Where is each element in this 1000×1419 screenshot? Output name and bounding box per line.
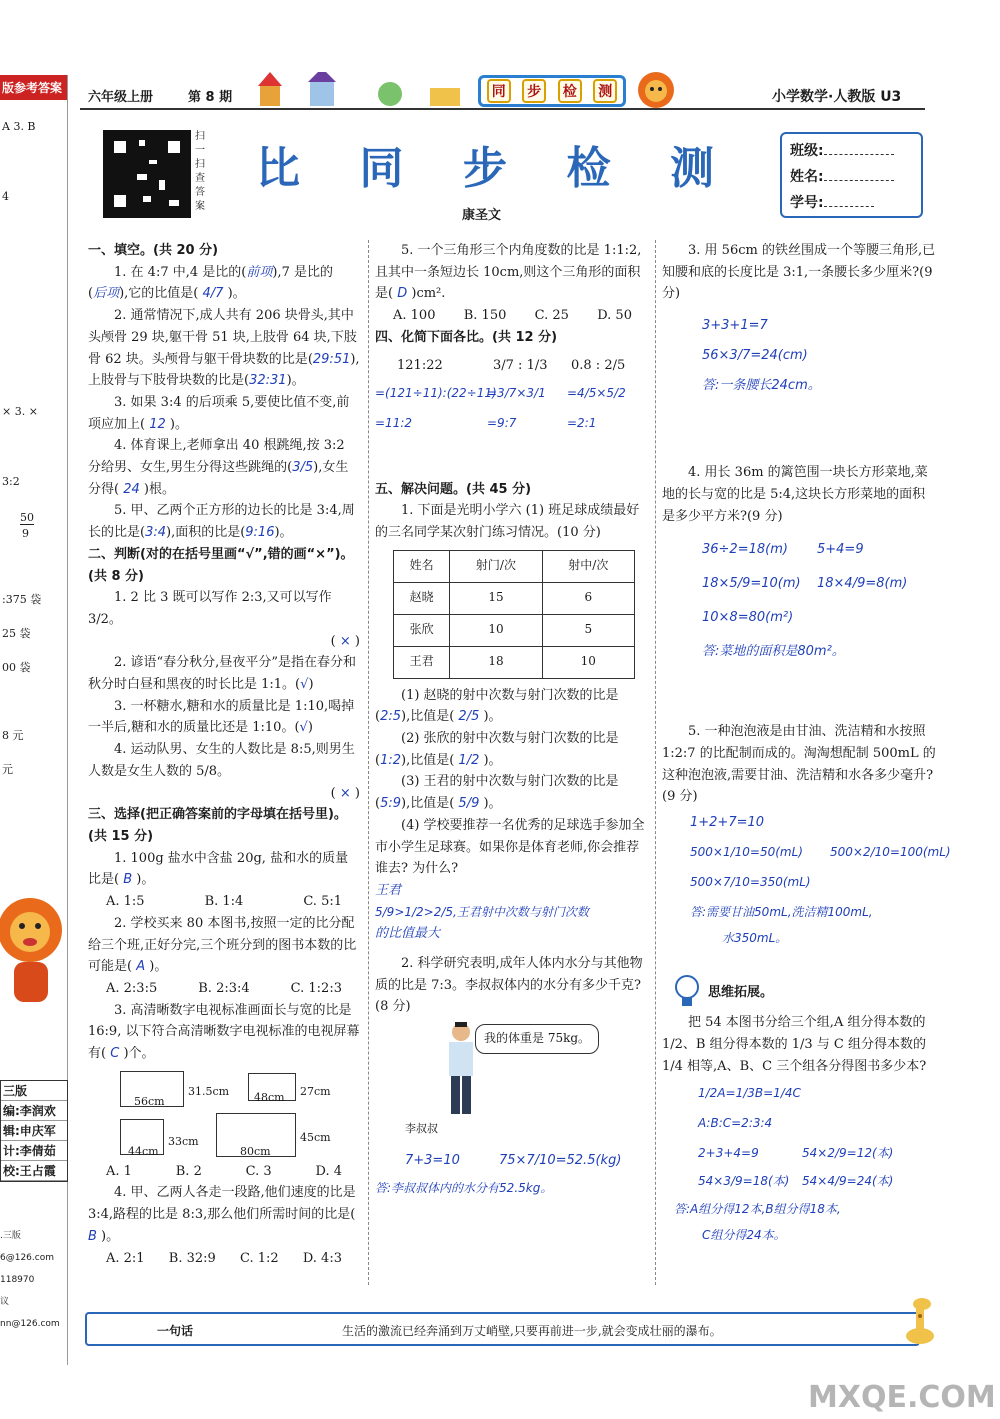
credit-line: 校:王占霞	[1, 1161, 67, 1181]
question: 3. 一杯糖水,糖和水的质量比是 1:10,喝掉一半后,糖和水的质量比还是 1:10。(√)	[88, 698, 355, 736]
issue-label: 第 8 期	[188, 90, 233, 105]
question: 3. 如果 3:4 的后项乘 5,要使比值不变,前项应加上( 12 )。	[88, 394, 350, 432]
answer: 18×5/9=10(m)	[702, 576, 801, 592]
column-divider	[655, 240, 656, 1285]
answer: ×	[339, 633, 351, 649]
answer: 24	[123, 481, 140, 497]
question: 1. 在 4:7 中,4 是比的(前项),7 是比的	[114, 264, 333, 280]
answer-block	[662, 1077, 937, 1267]
answer: 500×7/10=350(mL)	[690, 875, 811, 890]
strip-line: 25 袋	[2, 627, 31, 640]
answer: 500×2/10=100(mL)	[830, 845, 951, 860]
question: 把 54 本图书分给三个组,A 组分得本数的 1/2、B 组分得本数的 1/3 与 C 组分得本数的 1/4 相等,A、B、C 三个组各分得图书多少本?	[662, 1015, 927, 1074]
answer-line: (5:9),比值是( 5/9 )。	[375, 796, 502, 812]
answer: =9:7	[487, 415, 517, 430]
simplify-block	[375, 349, 650, 449]
question: (后项),它的比值是( 4/7 )。	[88, 286, 246, 302]
answer: 2+3+4=9	[698, 1146, 759, 1161]
page-header	[80, 78, 925, 110]
figure-label: 44cm	[128, 1144, 159, 1158]
footer-label: 一句话	[157, 1324, 194, 1338]
answer: 32:31	[249, 373, 287, 389]
contact-line: 118970	[0, 1275, 35, 1285]
answer: B	[88, 1228, 97, 1244]
strip-line: 3:2	[2, 475, 20, 488]
class-field[interactable]	[824, 154, 894, 155]
answer: 答:菜地的面积是80m²。	[702, 644, 845, 660]
answer: 2:5	[380, 709, 401, 725]
answer: 后项	[93, 286, 120, 302]
options: A. 2:3:5 B. 2:3:4 C. 1:2:3	[106, 980, 342, 996]
answer: 1/2A=1/3B=1/4C	[698, 1086, 801, 1101]
column-1	[88, 240, 360, 1269]
credit-line: 三版	[1, 1081, 67, 1101]
contact-line: .三版	[0, 1231, 21, 1241]
section-title: 五、解决问题。(共 45 分)	[375, 481, 532, 497]
person-figure	[375, 1018, 650, 1178]
contact-line: nn@126.com	[0, 1319, 60, 1329]
question: 4. 用长 36m 的篱笆围一块长方形菜地,菜地的长与宽的比是 5:4,这块长方形菜地的面积是多少平方米?(9 分)	[662, 465, 928, 524]
question: (4) 学校要推荐一名优秀的足球选手参加全市小学生足球赛。如果你是体育老师,你会推荐谁去? 为什么?	[375, 817, 645, 877]
answer: C组分得24本。	[702, 1228, 786, 1243]
answer: 56×3/7=24(cm)	[702, 347, 808, 363]
strip-line: 9	[22, 527, 29, 540]
section-title: 三、选择(把正确答案前的字母填在括号里)。(共 15 分)	[88, 807, 347, 844]
strip-line: 4	[2, 190, 9, 203]
title-char: 检	[566, 143, 613, 194]
question: 5. 一种泡泡液是由甘油、洗洁精和水按照 1:2:7 的比配制而成的。淘淘想配制 500mL 的这种泡泡液,需要甘油、洗洁精和水各多少毫升?(9 分)	[662, 724, 936, 805]
answer: ×	[339, 785, 351, 801]
answer: A	[136, 959, 146, 975]
answer: =2:1	[567, 415, 597, 430]
answer: 4/7	[202, 286, 224, 302]
class-label: 班级:	[790, 143, 824, 159]
watermark: MXQE.COM	[808, 1380, 996, 1415]
credit-box	[0, 1080, 68, 1182]
credit-line: 辑:申庆军	[1, 1121, 67, 1141]
answer: √	[299, 720, 308, 736]
contact-lines	[0, 1225, 60, 1335]
contact-line: 议	[0, 1297, 10, 1307]
answer: 1:2	[380, 752, 401, 768]
person-label: 李叔叔	[405, 1122, 438, 1136]
ratio-problem: 0.8 : 2/5	[571, 357, 626, 373]
answer-block	[662, 808, 951, 950]
giraffe-icon	[900, 1296, 940, 1346]
think-header	[662, 972, 937, 1012]
title-char: 比	[256, 143, 302, 194]
figure-label: 33cm	[168, 1134, 199, 1148]
think-title: 思维拓展。	[708, 985, 774, 1001]
speech-bubble: 我的体重是 75kg。	[475, 1024, 599, 1054]
question: 3. 高清晰数字电视标准画面长与宽的比是 16:9, 以下符合高清晰数字电视标准的电视屏幕有( C )个。	[88, 1002, 360, 1062]
question: (2) 张欣的射中次数与射门次数的比是	[401, 731, 619, 747]
answer: C	[110, 1046, 120, 1062]
badge-char: 检	[558, 79, 582, 103]
title-char: 测	[670, 143, 716, 194]
ratio-problem: 3/7 : 1/3	[493, 357, 548, 373]
answer: 5:9	[380, 796, 401, 812]
credit-line: 编:李润欢	[1, 1101, 67, 1121]
strip-header: 版参考答案	[0, 75, 67, 100]
answer: =3/7×3/1	[487, 385, 546, 400]
answer-line: (1:2),比值是( 1/2 )。	[375, 752, 502, 768]
answer: 答:李叔叔体内的水分有52.5kg。	[375, 1181, 553, 1196]
ratio-problem: 121:22	[397, 357, 443, 373]
answer: B	[123, 872, 133, 888]
sync-test-badge	[478, 75, 626, 107]
id-label: 学号:	[790, 195, 824, 211]
tv-figures	[88, 1065, 360, 1161]
footer-quote-bar	[85, 1312, 920, 1346]
question: 3. 用 56cm 的铁丝围成一个等腰三角形,已知腰和底的长度比是 3:1,一条腰长多少厘米?(9 分)	[662, 243, 936, 302]
strip-line: 00 袋	[2, 661, 31, 674]
question: 2. 通常情况下,成人共有 206 块骨头,其中头颅骨 29 块,躯干骨 51 块,上肢骨 64 块,下肢骨 62 块。头颅骨与躯干骨块数的比是(29:51),上肢骨与下肢骨块数的比是(32:31)。	[88, 308, 360, 389]
man-icon	[443, 1022, 479, 1118]
answer: 10×8=80(m²)	[702, 610, 794, 626]
answer: 3:4	[145, 525, 166, 541]
question: 4. 运动队男、女生的人数比是 8:5,则男生人数是女生人数的 5/8。	[88, 742, 355, 779]
answer: 水350mL。	[722, 931, 788, 946]
footer-quote: 生活的激流已经奔涌到万丈峭壁,只要再前进一步,就会变成壮丽的瀑布。	[342, 1324, 722, 1338]
badge-char: 步	[522, 79, 546, 103]
answer-line: ( × )	[330, 785, 360, 801]
answer: 前项	[246, 264, 273, 280]
answer: 54×2/9=12(本)	[802, 1146, 894, 1161]
answer: 9:16	[245, 525, 275, 541]
answer: D	[397, 286, 408, 302]
strip-line: × 3. ×	[2, 405, 38, 418]
qr-caption: 扫一扫查答案	[195, 131, 205, 212]
answer: 500×1/10=50(mL)	[690, 845, 803, 860]
answer: 2/5	[458, 709, 480, 725]
answer: 王君	[375, 882, 402, 898]
title-char: 步	[463, 143, 509, 194]
column-3	[662, 240, 951, 1267]
options: A. 1:5 B. 1:4 C. 5:1	[106, 894, 342, 910]
section-title: 一、填空。(共 20 分)	[88, 243, 219, 258]
name-label: 姓名:	[790, 169, 824, 185]
answer-line: ( × )	[330, 633, 360, 649]
answer: 答:一条腰长24cm。	[702, 377, 821, 393]
answer: =4/5×5/2	[567, 385, 626, 400]
figure-label: 80cm	[240, 1144, 271, 1158]
name-field[interactable]	[824, 180, 894, 181]
answer: 答:A组分得12本,B组分得18本,	[674, 1202, 841, 1217]
answer-block	[662, 527, 937, 677]
answer: 54×3/9=18(本)	[698, 1174, 790, 1189]
section-title: 二、判断(对的在括号里画“√”,错的画“×”)。(共 8 分)	[88, 546, 354, 584]
answer: 18×4/9=8(m)	[817, 576, 908, 592]
question: (3) 王君的射中次数与射门次数的比是	[401, 774, 619, 790]
question: 4. 体育课上,老师拿出 40 根跳绳,按 3:2 分给男、女生,男生分得这些跳绳的(3/5),女生分得( 24 )根。	[88, 438, 349, 497]
strip-line: A 3. B	[2, 120, 36, 133]
answer: 29:51	[312, 351, 351, 367]
answer: 3+3+1=7	[702, 318, 768, 334]
figure-label: 45cm	[300, 1130, 331, 1144]
castle-decoration-icon	[250, 72, 470, 108]
answer: 5/9>1/2>2/5,王君射中次数与射门次数	[375, 904, 589, 919]
question: 5. 一个三角形三个内角度数的比是 1:1:2,且其中一条短边长 10cm,则这个三角形的面积是( D )cm².	[375, 243, 642, 302]
question: (1) 赵晓的射中次数与射门次数的比是	[401, 687, 619, 703]
column-2	[375, 240, 650, 1200]
column-divider	[368, 240, 369, 1285]
answer: √	[300, 677, 309, 693]
answer-line: (2:5),比值是( 2/5 )。	[375, 709, 502, 725]
strip-line: 8 元	[2, 729, 24, 742]
title-char: 同	[359, 143, 406, 194]
question: 5. 甲、乙两个正方形的边长的比是 3:4,周长的比是(3:4),面积的比是(9:16)。	[88, 503, 355, 541]
subject-label: 小学数学·人教版 U3	[772, 89, 902, 105]
answer: 5/9	[458, 796, 480, 812]
answer: 1/2	[458, 752, 480, 768]
answer: 5+4=9	[817, 542, 864, 558]
shooting-table: 姓名 射门/次 射中/次 赵晓 15 6 张欣 10 5 王君 18 10	[393, 550, 635, 679]
student-info-box	[780, 132, 923, 218]
options: A. 100 B. 150 C. 25 D. 50	[393, 308, 632, 324]
section-title: 四、化简下面各比。(共 12 分)	[375, 329, 558, 345]
options: A. 1 B. 2 C. 3 D. 4	[106, 1163, 342, 1179]
question: 2. 谚语“春分秋分,昼夜平分”是指在春分和秋分时白昼和黑夜的时长比是 1:1。(√)	[88, 655, 356, 693]
credit-line: 计:李倩茹	[1, 1141, 67, 1161]
lion-head-icon	[632, 70, 680, 110]
question: 2. 科学研究表明,成年人体内水分与其他物质的比是 7:3。李叔叔体内的水分有多少千克?(8 分)	[375, 956, 643, 1015]
strip-line: 元	[2, 763, 13, 776]
author: 康圣文	[462, 208, 502, 223]
strip-line: 50	[20, 511, 34, 524]
question: 1. 下面是光明小学六 (1) 班足球成绩最好的三名同学某次射门练习情况。(10 分)	[375, 503, 640, 540]
contact-line: 6@126.com	[0, 1253, 54, 1263]
answer: 75×7/10=52.5(kg)	[499, 1153, 622, 1169]
answer: 答:需要甘油50mL,洗洁精100mL,	[690, 905, 873, 920]
qr-code-icon	[103, 130, 191, 218]
options: A. 2:1 B. 32:9 C. 1:2 D. 4:3	[106, 1250, 342, 1266]
lion-mascot-icon	[0, 870, 68, 1020]
answer: A:B:C=2:3:4	[698, 1116, 773, 1131]
strip-line: :375 袋	[2, 593, 42, 606]
badge-char: 同	[487, 79, 511, 103]
figure-label: 48cm	[254, 1090, 285, 1104]
id-field[interactable]	[824, 206, 874, 207]
answer: 36÷2=18(m)	[702, 542, 788, 558]
answer: =(121÷11):(22÷11)	[375, 385, 497, 400]
question: 1. 100g 盐水中含盐 20g, 盐和水的质量比是( B )。	[88, 850, 349, 888]
question: 4. 甲、乙两人各走一段路,他们速度的比是 3:4,路程的比是 8:3,那么他们所需时间的比是( B )。	[88, 1185, 356, 1244]
badge-char: 测	[593, 79, 617, 103]
answer: 7+3=10	[405, 1153, 460, 1169]
figure-label: 27cm	[300, 1084, 331, 1098]
answer: 54×4/9=24(本)	[802, 1174, 894, 1189]
question: 1. 2 比 3 既可以写作 2:3,又可以写作 3/2。	[88, 590, 332, 627]
grade-label: 六年级上册	[88, 90, 154, 105]
answer: 12	[149, 416, 166, 432]
question: 2. 学校买来 80 本图书,按照一定的比分配给三个班,正好分完,三个班分到的图书本数的比可能是( A )。	[88, 915, 357, 975]
answer: 的比值最大	[375, 926, 441, 942]
figure-label: 31.5cm	[188, 1084, 230, 1098]
lightbulb-icon	[670, 972, 704, 1010]
figure-label: 56cm	[134, 1094, 165, 1108]
answer: 3/5	[292, 460, 314, 476]
answer: 1+2+7=10	[690, 815, 765, 831]
answer: =11:2	[375, 415, 413, 430]
page-title	[256, 132, 716, 196]
